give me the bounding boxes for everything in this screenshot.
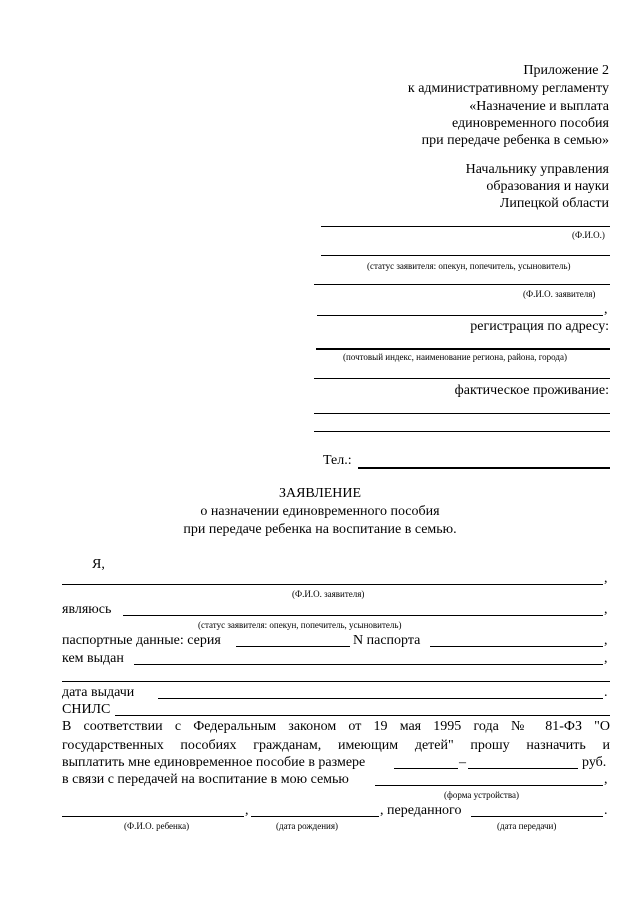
- hint-status: (статус заявителя: опекун, попечитель, усыновитель): [367, 261, 571, 271]
- registration-label: регистрация по адресу:: [470, 319, 609, 334]
- comma: ,: [604, 571, 608, 586]
- being-label: являюсь: [62, 602, 112, 617]
- applicant-extra-field[interactable]: [317, 315, 603, 316]
- issue-date-field[interactable]: [158, 698, 603, 699]
- amount-field-rubles[interactable]: [394, 768, 458, 769]
- hint-form: (форма устройства): [444, 790, 519, 800]
- recipient-line-3: Липецкой области: [499, 196, 609, 211]
- applicant-fio-field-2[interactable]: [314, 284, 610, 285]
- issued-by-label: кем выдан: [62, 651, 124, 666]
- passport-series-field[interactable]: [236, 646, 350, 647]
- applicant-fio-field[interactable]: [321, 226, 610, 227]
- transfer-date-field[interactable]: [471, 816, 603, 817]
- phone-field[interactable]: [358, 467, 610, 469]
- hint-transfer-date: (дата передачи): [497, 821, 557, 831]
- comma: ,: [604, 772, 608, 787]
- dot: .: [604, 803, 608, 818]
- issue-date-label: дата выдачи: [62, 685, 135, 700]
- phone-label: Тел.:: [323, 453, 352, 468]
- hint-birth-date: (дата рождения): [276, 821, 338, 831]
- recipient-line-1: Начальнику управления: [465, 162, 609, 177]
- law-text-line-1: В соответствии с Федеральным законом от 19 мая 1995 года № 81-ФЗ "О: [62, 719, 610, 734]
- applicant-status-field[interactable]: [321, 255, 610, 256]
- child-fio-field[interactable]: [62, 816, 244, 817]
- document-subtitle-1: о назначении единовременного пособия: [200, 504, 440, 519]
- hint-fio-applicant-body: (Ф.И.О. заявителя): [292, 589, 365, 599]
- actual-residence-field-1[interactable]: [314, 413, 610, 414]
- hint-fio-applicant: (Ф.И.О. заявителя): [523, 289, 596, 299]
- comma: ,: [604, 602, 608, 617]
- issued-by-field-2[interactable]: [62, 681, 610, 682]
- passport-label: паспортные данные: серия: [62, 633, 221, 648]
- rub-label: руб.: [582, 755, 607, 770]
- appendix-title: Приложение 2: [523, 63, 609, 78]
- issued-by-field[interactable]: [134, 664, 603, 665]
- transfer-label: в связи с передачей на воспитание в мою семью: [62, 772, 349, 787]
- document-subtitle-2: при передаче ребенка на воспитание в семью.: [183, 522, 457, 537]
- header-line-name-3: при передаче ребенка в семью»: [421, 133, 609, 148]
- registration-address-field-2[interactable]: [314, 378, 610, 379]
- hint-status-body: (статус заявителя: опекун, попечитель, усыновитель): [198, 620, 402, 630]
- header-line-name-1: «Назначение и выплата: [469, 99, 609, 114]
- comma: ,: [604, 633, 608, 648]
- actual-residence-field-2[interactable]: [314, 431, 610, 432]
- comma: ,: [245, 803, 249, 818]
- passport-number-field[interactable]: [430, 646, 603, 647]
- comma: ,: [604, 302, 608, 317]
- child-birth-date-field[interactable]: [251, 816, 379, 817]
- dot: .: [604, 685, 608, 700]
- document-title: ЗАЯВЛЕНИЕ: [278, 486, 362, 501]
- hint-fio: (Ф.И.О.): [572, 230, 605, 240]
- law-text-line-2: государственных пособиях гражданам, имеющим детей" прошу назначить и: [62, 738, 610, 753]
- registration-address-field[interactable]: [316, 348, 610, 350]
- hint-child-fio: (Ф.И.О. ребенка): [124, 821, 190, 831]
- actual-residence-label: фактическое проживание:: [454, 383, 609, 398]
- recipient-line-2: образования и науки: [486, 179, 609, 194]
- amount-field-words[interactable]: [468, 768, 578, 769]
- hint-address: (почтовый индекс, наименование региона, района, города): [343, 352, 567, 362]
- i-label: Я,: [92, 557, 105, 572]
- header-line-name-2: единовременного пособия: [451, 116, 609, 131]
- comma: ,: [604, 651, 608, 666]
- snils-label: СНИЛС: [62, 702, 111, 717]
- placement-form-field[interactable]: [375, 785, 603, 786]
- law-text-line-3: выплатить мне единовременное пособие в размере: [62, 755, 366, 770]
- transferred-label: , переданного: [380, 803, 462, 818]
- status-body-field[interactable]: [123, 615, 603, 616]
- snils-field[interactable]: [115, 715, 610, 716]
- amount-dash: –: [459, 755, 466, 770]
- header-line-regulation: к административному регламенту: [407, 81, 609, 96]
- applicant-fio-body-field[interactable]: [62, 584, 603, 585]
- passport-number-label: N паспорта: [353, 633, 421, 648]
